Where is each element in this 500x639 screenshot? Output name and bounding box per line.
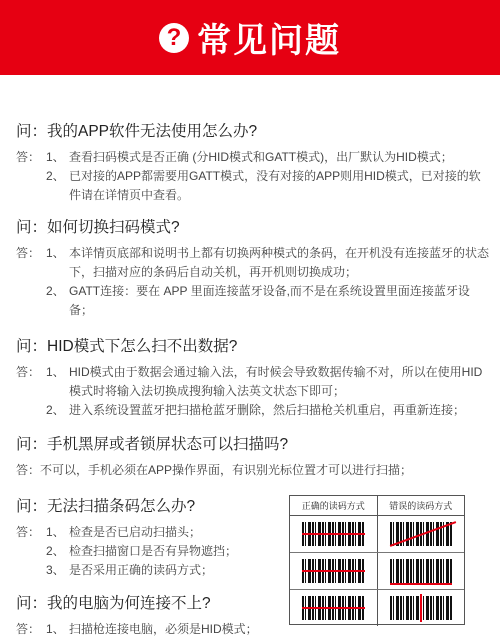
reading-method-table-header bbox=[290, 496, 464, 516]
answer-item-text: 是否采用正确的读码方式； bbox=[69, 563, 214, 577]
reading-method-row bbox=[290, 590, 464, 626]
correct-example-cell bbox=[290, 516, 378, 552]
answer-item bbox=[46, 167, 490, 205]
answer-item-number: 1、 bbox=[46, 525, 65, 539]
answer-item bbox=[46, 401, 490, 420]
answer-item-text: 扫描枪连接电脑，必须是HID模式； bbox=[69, 622, 258, 636]
answer-item bbox=[46, 620, 280, 639]
answer-label: 答： bbox=[16, 525, 41, 539]
faq-question: 问：HID模式下怎么扫不出数据? bbox=[16, 338, 238, 355]
faq-answer bbox=[16, 620, 280, 639]
answer-item-text: 已对接的APP都需要用GATT模式，没有对接的APP则用HID模式，已对接的软件请在详情页中查看。 bbox=[69, 169, 481, 202]
faq-answer bbox=[16, 148, 490, 205]
page-title: 常见问题 bbox=[197, 22, 341, 60]
barcode-image bbox=[390, 559, 452, 583]
faq-question: 问：手机黑屏或者锁屏状态可以扫描吗? bbox=[16, 436, 289, 453]
faq-item-cannot-scan bbox=[16, 497, 280, 580]
answer-item-number: 1、 bbox=[46, 622, 65, 636]
scan-line-correct bbox=[302, 607, 365, 609]
wrong-example-cell bbox=[378, 590, 465, 626]
answer-item-number: 2、 bbox=[46, 403, 65, 417]
faq-answer bbox=[16, 523, 280, 580]
faq-question: 问：我的APP软件无法使用怎么办? bbox=[16, 123, 258, 140]
answer-item-text: 进入系统设置蓝牙把扫描枪蓝牙删除，然后扫描枪关机重启，再重新连接； bbox=[69, 403, 466, 417]
answer-item-number: 2、 bbox=[46, 284, 65, 298]
answer-item-text: GATT连接：要在 APP 里面连接蓝牙设备,而不是在系统设置里面连接蓝牙设备； bbox=[69, 284, 470, 317]
answer-item-text: 检查扫描窗口是否有异物遮挡； bbox=[69, 544, 238, 558]
faq-item-switch-mode bbox=[16, 218, 490, 320]
faq-item-pc-connect bbox=[16, 594, 280, 639]
reading-method-row bbox=[290, 516, 464, 553]
faq-answer bbox=[16, 244, 490, 320]
faq-item-lock-screen bbox=[16, 435, 490, 480]
answer-item-number: 3、 bbox=[46, 563, 65, 577]
answer-item-text: 查看扫码模式是否正确 (分HID模式和GATT模式)，出厂默认为HID模式； bbox=[69, 150, 453, 164]
answer-label: 答： bbox=[16, 150, 41, 164]
answer-item bbox=[46, 561, 280, 580]
reading-method-row bbox=[290, 553, 464, 590]
faq-answer bbox=[16, 363, 490, 420]
question-icon bbox=[159, 23, 189, 53]
answer-item bbox=[46, 523, 280, 542]
answer-item bbox=[46, 363, 490, 401]
question-glyph: ? bbox=[166, 23, 182, 51]
faq-question: 问：如何切换扫码模式? bbox=[16, 219, 180, 236]
wrong-method-header: 错误的读码方式 bbox=[389, 501, 453, 511]
scan-line-correct bbox=[302, 533, 365, 535]
faq-question: 问：我的电脑为何连接不上? bbox=[16, 595, 211, 612]
wrong-example-cell bbox=[378, 516, 465, 552]
answer-item-text: 检查是否已启动扫描头； bbox=[69, 525, 202, 539]
correct-example-cell bbox=[290, 590, 378, 626]
answer-label: 答： bbox=[16, 365, 41, 379]
answer-item bbox=[46, 282, 490, 320]
answer-item-number: 1、 bbox=[46, 365, 65, 379]
answer-item bbox=[46, 148, 490, 167]
scan-line-wrong bbox=[390, 583, 453, 585]
scan-line-wrong bbox=[420, 594, 422, 622]
scan-line-correct bbox=[302, 570, 365, 572]
faq-item-app bbox=[16, 122, 490, 205]
answer-item-number: 1、 bbox=[46, 150, 65, 164]
faq-item-hid-no-data bbox=[16, 337, 490, 420]
answer-item bbox=[46, 244, 490, 282]
answer-item bbox=[46, 542, 280, 561]
reading-method-table bbox=[289, 495, 465, 625]
correct-method-header: 正确的读码方式 bbox=[290, 496, 378, 515]
answer-item-number: 1、 bbox=[46, 246, 65, 260]
answer-item-text: 本详情页底部和说明书上都有切换两种模式的条码，在开机没有连接蓝牙的状态下，扫描对应的条码后自动关机，再开机则切换成功； bbox=[69, 246, 490, 279]
answer-item-text: HID模式由于数据会通过输入法，有时候会导致数据传输不对，所以在使用HID模式时将输入法切换成搜狗输入法英文状态下即可； bbox=[69, 365, 483, 398]
answer-label: 答： bbox=[16, 246, 41, 260]
faq-question: 问：无法扫描条码怎么办? bbox=[16, 498, 196, 515]
answer-item-number: 2、 bbox=[46, 169, 65, 183]
correct-example-cell bbox=[290, 553, 378, 589]
header-banner bbox=[0, 0, 500, 75]
header-title-group bbox=[159, 13, 341, 62]
answer-label: 答： bbox=[16, 622, 41, 636]
wrong-example-cell bbox=[378, 553, 465, 589]
answer-item-number: 2、 bbox=[46, 544, 65, 558]
faq-answer: 答：不可以，手机必须在APP操作界面，有识别光标位置才可以进行扫描； bbox=[16, 463, 413, 477]
